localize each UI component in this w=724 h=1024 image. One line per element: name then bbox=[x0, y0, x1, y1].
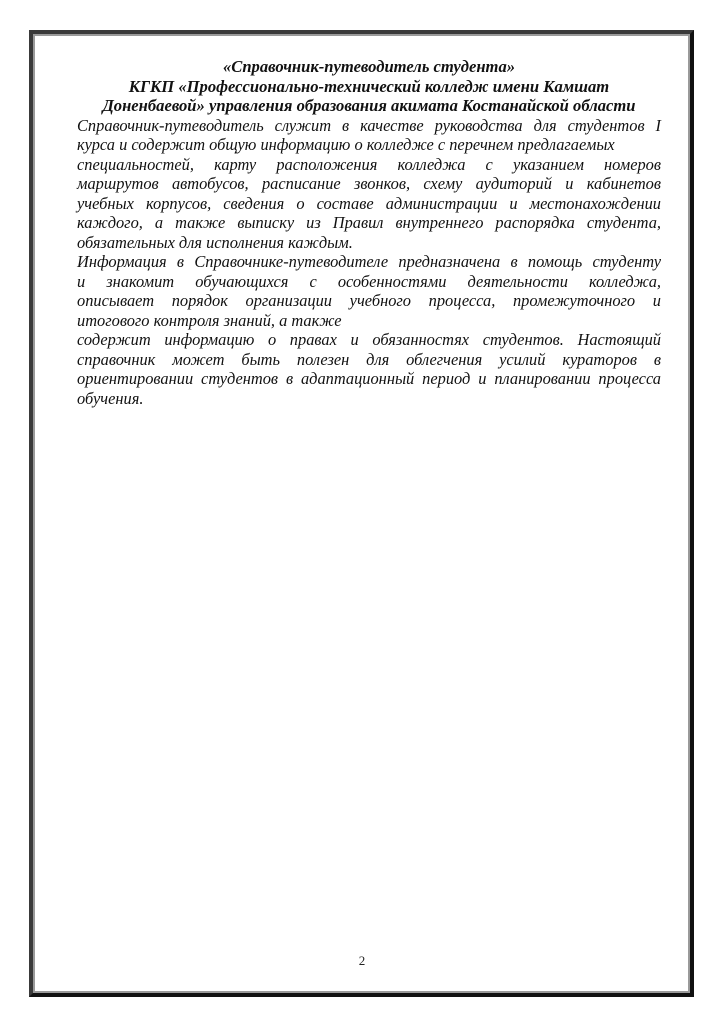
text-line: маршрутов автобусов, расписание звонков, схему аудиторий и кабинетов bbox=[77, 174, 661, 193]
text-line: курса и содержит общую информацию о колледже с перечнем предлагаемых bbox=[77, 135, 615, 154]
title-line: «Справочник-путеводитель студента» bbox=[222, 57, 516, 76]
text-line: Справочник-путеводитель служит в качестве руководства для студентов I bbox=[77, 115, 661, 135]
page-number: 2 bbox=[358, 953, 366, 968]
paragraph-information bbox=[77, 252, 661, 330]
text-line: Информация в Справочнике-путеводителе предназначена в помощь студенту bbox=[77, 252, 661, 271]
document-title bbox=[77, 57, 661, 116]
text-line: и знакомит обучающихся с особенностями деятельности колледжа, bbox=[77, 271, 661, 291]
text-line: обучения. bbox=[77, 388, 144, 408]
text-line: справочник может быть полезен для облегчения усилий кураторов в bbox=[77, 349, 661, 369]
document-body bbox=[77, 57, 661, 408]
text-line: обязательных для исполнения каждым. bbox=[77, 232, 353, 252]
title-line: КГКП «Профессионально-технический колледж имени Камшат bbox=[128, 76, 610, 96]
title-line: Доненбаевой» управления образования акимата Костанайской области bbox=[102, 96, 636, 115]
text-line: итогового контроля знаний, а также bbox=[77, 310, 342, 330]
text-line: учебных корпусов, сведения о составе администрации и местонахождении bbox=[77, 193, 661, 213]
paragraph-intro bbox=[77, 116, 661, 253]
text-line: ориентировании студентов в адаптационный период и планировании процесса bbox=[77, 369, 661, 388]
text-line: специальностей, карту расположения колледжа с указанием номеров bbox=[77, 154, 661, 174]
text-line: описывает порядок организации учебного процесса, промежуточного и bbox=[77, 291, 661, 310]
text-line: содержит информацию о правах и обязанностях студентов. Настоящий bbox=[77, 330, 661, 349]
text-line: каждого, а также выписку из Правил внутреннего распорядка студента, bbox=[77, 213, 661, 232]
paragraph-rights bbox=[77, 330, 661, 408]
